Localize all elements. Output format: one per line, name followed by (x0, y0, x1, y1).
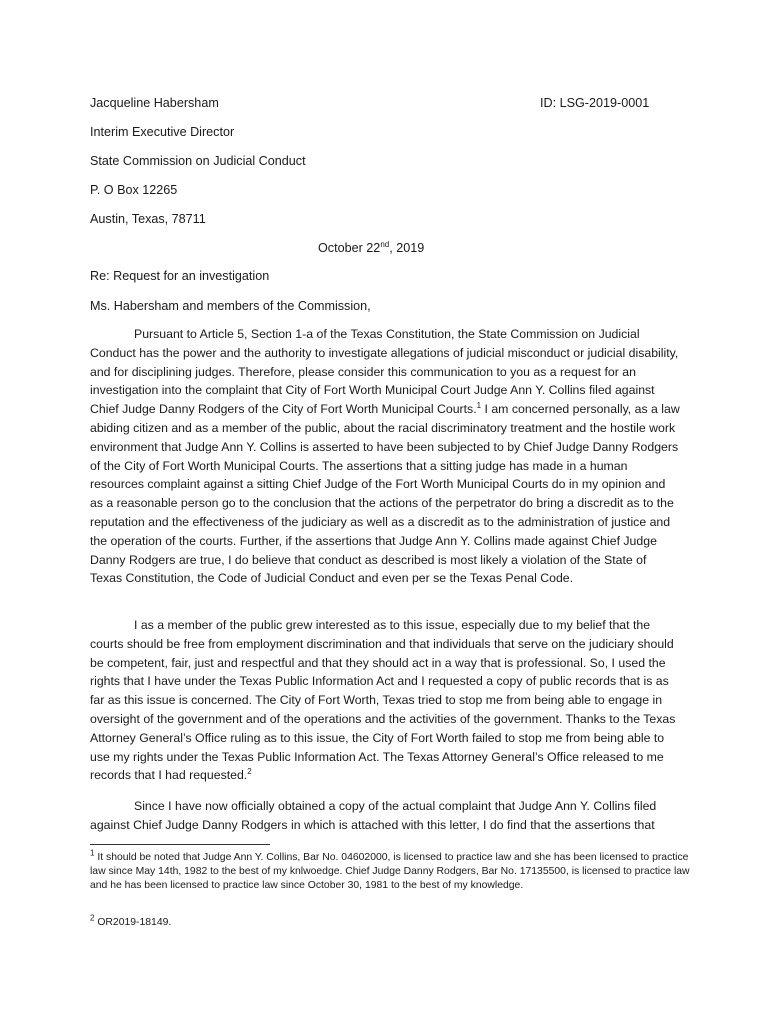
paragraph-1-text-b: I am concerned personally, as a law abiding citizen and as a member of the public, about the racial discriminatory treatment and the hostile work environment that Judge Ann Y. Collins is asserted to have been subjected to by Chief Judge Danny Rodgers of the City of Fort Worth Municipal Courts. The assertions that a sitting judge has made in a human resources complaint against a sitting Chief Judge of the Fort Worth Municipal Courts do in my opinion and as a reasonable person go to the conclusion that the actions of the perpetrator do bring a discredit as to the reputation and the effectiveness of the judiciary as well as a discredit as to the administration of justice and the operation of the courts. Further, if the assertions that Judge Ann Y. Collins made against Chief Judge Danny Rodgers are true, I do believe that conduct as described is most likely a violation of the State of Texas Constitution, the Code of Judicial Conduct and even per se the Texas Penal Code. (90, 402, 680, 586)
date-ordinal-suffix: nd (380, 239, 390, 249)
recipient-city: Austin, Texas, 78711 (90, 212, 206, 226)
paragraph-2 (90, 616, 680, 785)
footnote-1-text: It should be noted that Judge Ann Y. Collins, Bar No. 04602000, is licensed to practice law and she has been licensed to practice law since May 14th, 1982 to the best of my knlwoedge. Chief Judge Danny Rodgers, Bar No. 17135500, is licensed to practice law and he has been licensed to practice law since October 30, 1981 to the best of my knowledge. (90, 852, 690, 891)
subject-line: Re: Request for an investigation (90, 269, 270, 283)
document-id: ID: LSG-2019-0001 (540, 96, 650, 110)
salutation: Ms. Habersham and members of the Commission, (90, 299, 371, 313)
recipient-name: Jacqueline Habersham (90, 96, 219, 110)
recipient-organization: State Commission on Judicial Conduct (90, 154, 306, 168)
paragraph-1-text-a: Pursuant to Article 5, Section 1-a of the Texas Constitution, the State Commission on Judicial Conduct has the power and the authority to investigate allegations of judicial misconduct or judicial disability, and for disciplining judges. Therefore, please consider this communication to you as a request for an investigation into the complaint that City of Fort Worth Municipal Court Judge Ann Y. Collins filed against Chief Judge Danny Rodgers of the City of Fort Worth Municipal Courts. (90, 327, 679, 417)
footnote-ref-1: 1 (476, 401, 482, 411)
footnote-ref-2: 2 (247, 767, 252, 777)
date-month-day: October 22 (318, 241, 381, 255)
footnote-1 (90, 848, 690, 893)
letter-date (318, 240, 424, 256)
paragraph-3-text: Since I have now officially obtained a copy of the actual complaint that Judge Ann Y. Collins filed against Chief Judge Danny Rodgers in which is attached with this letter, I do find that the assertions that (90, 799, 657, 832)
recipient-po-box: P. O Box 12265 (90, 183, 178, 197)
footnote-2 (90, 913, 690, 930)
footnote-divider (90, 844, 270, 845)
footnote-2-text: OR2019-18149. (94, 917, 172, 928)
footnote-2-mark: 2 (90, 913, 95, 923)
date-year: , 2019 (389, 241, 425, 255)
paragraph-2-text: I as a member of the public grew interested as to this issue, especially due to my belief that the courts should be free from employment discrimination and that individuals that serve on the judiciary should be competent, fair, just and respectful and that they should act in a way that is professional. So, I used the rights that I have under the Texas Public Information Act and I requested a copy of public records that is as far as this issue is concerned. The City of Fort Worth, Texas tried to stop me from being able to engage in oversight of the government and of the operations and the activities of the government. Thanks to the Texas Attorney General’s Office ruling as to this issue, the City of Fort Worth failed to stop me from being able to use my rights under the Texas Public Information Act. The Texas Attorney General’s Office released to me records that I had requested. (90, 618, 676, 783)
recipient-title: Interim Executive Director (90, 125, 235, 139)
paragraph-1 (90, 325, 680, 588)
paragraph-3 (90, 797, 680, 835)
footnote-1-mark: 1 (90, 848, 95, 858)
